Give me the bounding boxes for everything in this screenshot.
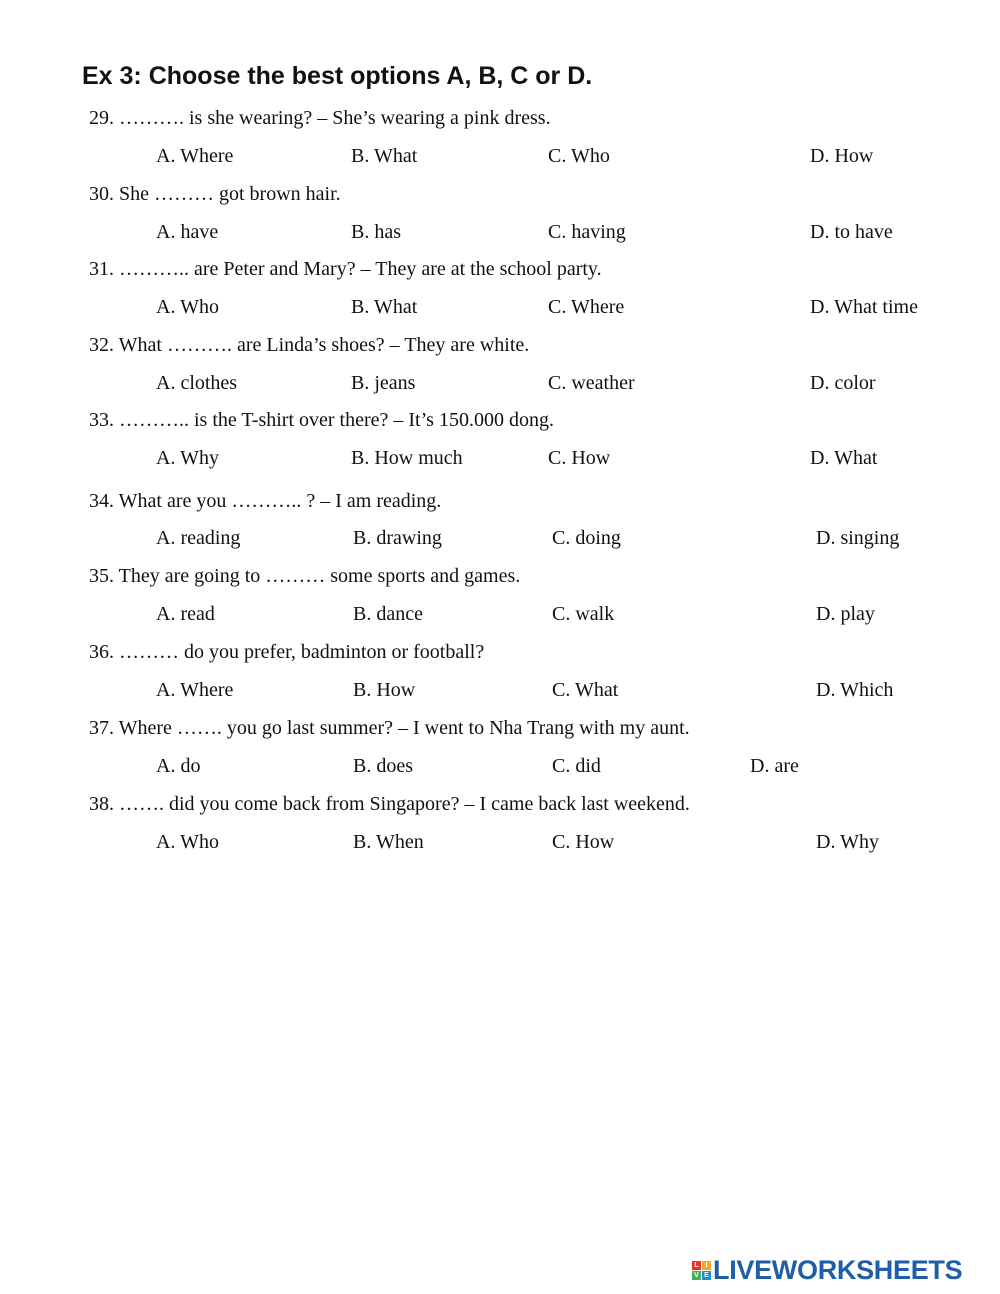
option-36-c: C. What bbox=[552, 679, 619, 701]
option-36-d: D. Which bbox=[816, 679, 894, 701]
option-38-a: A. Who bbox=[156, 831, 219, 853]
option-34-b: B. drawing bbox=[353, 527, 442, 549]
option-33-a: A. Why bbox=[156, 447, 219, 469]
option-31-b: B. What bbox=[351, 296, 418, 318]
option-37-b: B. does bbox=[353, 755, 413, 777]
question-37-text: 37. Where ……. you go last summer? – I went to Nha Trang with my aunt. bbox=[89, 717, 690, 739]
option-34-c: C. doing bbox=[552, 527, 621, 549]
liveworksheets-logo-icon bbox=[692, 1261, 711, 1280]
option-30-b: B. has bbox=[351, 221, 401, 243]
option-35-b: B. dance bbox=[353, 603, 423, 625]
option-35-a: A. read bbox=[156, 603, 215, 625]
option-31-a: A. Who bbox=[156, 296, 219, 318]
option-32-b: B. jeans bbox=[351, 372, 416, 394]
option-37-c: C. did bbox=[552, 755, 601, 777]
question-31-text: 31. ……….. are Peter and Mary? – They are at the school party. bbox=[89, 258, 602, 280]
option-38-c: C. How bbox=[552, 831, 615, 853]
question-33-text: 33. ……….. is the T-shirt over there? – It’s 150.000 dong. bbox=[89, 409, 554, 431]
question-32-text: 32. What ………. are Linda’s shoes? – They are white. bbox=[89, 334, 530, 356]
option-31-c: C. Where bbox=[548, 296, 625, 318]
option-38-d: D. Why bbox=[816, 831, 879, 853]
logo-mark-v: V bbox=[692, 1271, 701, 1280]
option-29-c: C. Who bbox=[548, 145, 610, 167]
option-37-d: D. are bbox=[750, 755, 799, 777]
question-35-text: 35. They are going to ……… some sports and games. bbox=[89, 565, 521, 587]
option-36-b: B. How bbox=[353, 679, 416, 701]
logo-mark-l: L bbox=[692, 1261, 701, 1270]
option-29-d: D. How bbox=[810, 145, 874, 167]
question-38-text: 38. ……. did you come back from Singapore? – I came back last weekend. bbox=[89, 793, 690, 815]
option-32-a: A. clothes bbox=[156, 372, 238, 394]
option-29-b: B. What bbox=[351, 145, 418, 167]
option-38-b: B. When bbox=[353, 831, 424, 853]
question-30-text: 30. She ……… got brown hair. bbox=[89, 183, 341, 205]
liveworksheets-logo bbox=[692, 1254, 962, 1286]
option-35-c: C. walk bbox=[552, 603, 615, 625]
option-30-a: A. have bbox=[156, 221, 219, 243]
question-36-text: 36. ……… do you prefer, badminton or football? bbox=[89, 641, 485, 663]
option-33-c: C. How bbox=[548, 447, 611, 469]
option-30-c: C. having bbox=[548, 221, 626, 243]
question-34-text: 34. What are you ……….. ? – I am reading. bbox=[89, 490, 442, 512]
liveworksheets-logo-text: LIVEWORKSHEETS bbox=[713, 1254, 963, 1285]
option-32-d: D. color bbox=[810, 372, 876, 394]
exercise-title: Ex 3: Choose the best options A, B, C or D. bbox=[82, 62, 593, 90]
option-34-a: A. reading bbox=[156, 527, 241, 549]
option-36-a: A. Where bbox=[156, 679, 234, 701]
logo-mark-i: I bbox=[702, 1261, 711, 1270]
option-31-d: D. What time bbox=[810, 296, 918, 318]
option-35-d: D. play bbox=[816, 603, 875, 625]
option-29-a: A. Where bbox=[156, 145, 234, 167]
question-29-text: 29. ………. is she wearing? – She’s wearing a pink dress. bbox=[89, 107, 551, 129]
option-37-a: A. do bbox=[156, 755, 201, 777]
option-33-b: B. How much bbox=[351, 447, 463, 469]
option-30-d: D. to have bbox=[810, 221, 893, 243]
option-34-d: D. singing bbox=[816, 527, 900, 549]
option-32-c: C. weather bbox=[548, 372, 635, 394]
option-33-d: D. What bbox=[810, 447, 878, 469]
logo-mark-e: E bbox=[702, 1271, 711, 1280]
